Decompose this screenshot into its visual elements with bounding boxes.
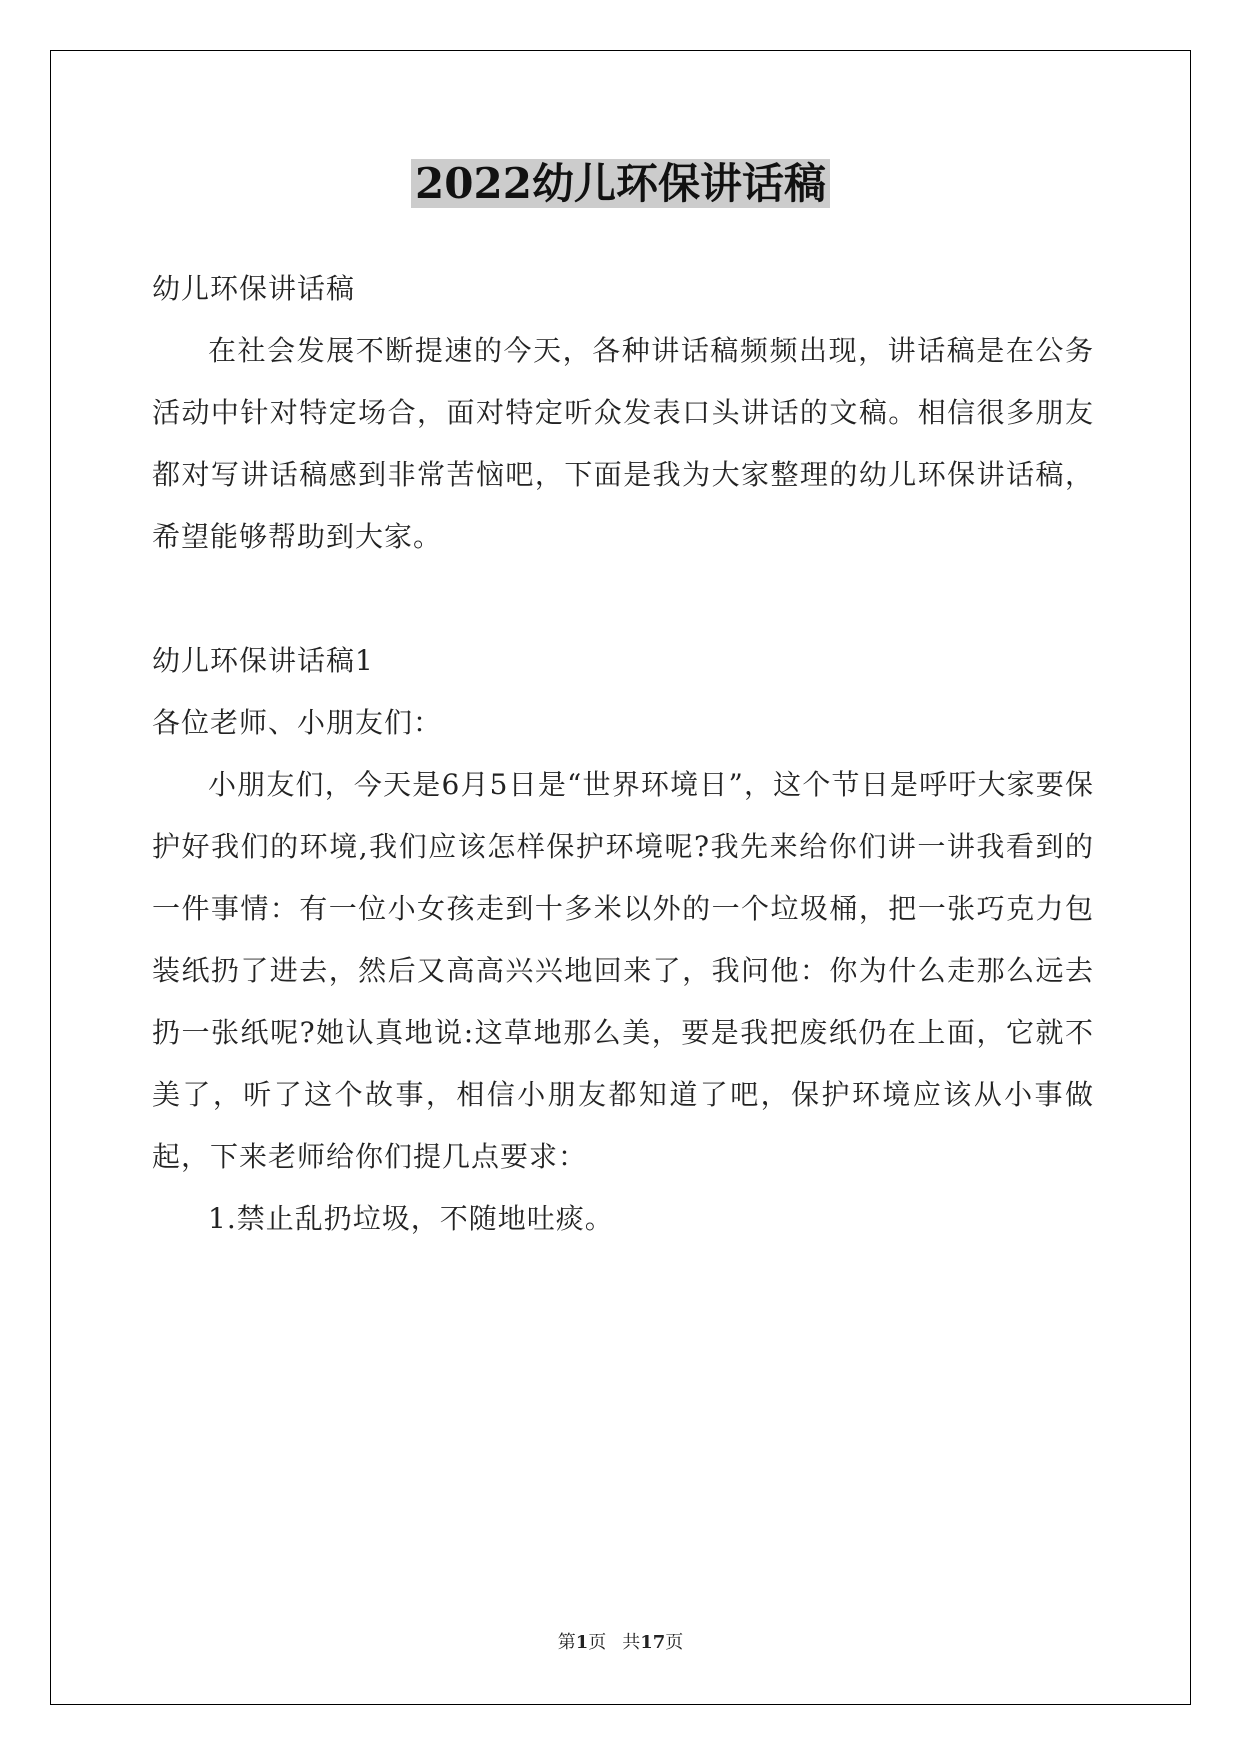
total-pages: 17 bbox=[640, 1632, 666, 1653]
total-prefix: 共 bbox=[622, 1632, 641, 1653]
total-suffix: 页 bbox=[665, 1632, 684, 1653]
title-text: 2022幼儿环保讲话稿 bbox=[411, 159, 830, 208]
body-paragraph: 小朋友们，今天是6月5日是“世界环境日”，这个节日是呼吁大家要保护好我们的环境,我们应该怎样保护环境呢?我先来给你们讲一讲我看到的一件事情：有一位小女孩走到十多米以外的一个垃圾桶，把一张巧克力包装纸扔了进去，然后又高高兴兴地回来了，我问他：你为什么走那么远去扔一张纸呢?她认真地说:这草地那么美，要是我把废纸仍在上面，它就不美了，听了这个故事，相信小朋友都知道了吧，保护环境应该从小事做起，下来老师给你们提几点要求： bbox=[152, 768, 1094, 1173]
page-number: 1 bbox=[575, 1632, 589, 1653]
intro-paragraph: 在社会发展不断提速的今天，各种讲话稿频频出现，讲话稿是在公务活动中针对特定场合，面对特定听众发表口头讲话的文稿。相信很多朋友都对写讲话稿感到非常苦恼吧，下面是我为大家整理的幼儿环保讲话稿，希望能够帮助到大家。 bbox=[152, 334, 1094, 553]
page-footer bbox=[0, 1628, 1241, 1654]
page-prefix: 第 bbox=[557, 1632, 576, 1653]
salutation-paragraph: 各位老师、小朋友们： bbox=[152, 706, 443, 739]
page-suffix: 页 bbox=[588, 1632, 607, 1653]
list-item: 1.禁止乱扔垃圾，不随地吐痰。 bbox=[208, 1202, 614, 1235]
document-body bbox=[152, 258, 1094, 1250]
section-heading: 幼儿环保讲话稿1 bbox=[152, 644, 374, 677]
document-title bbox=[0, 155, 1241, 213]
subtitle-paragraph: 幼儿环保讲话稿 bbox=[152, 272, 356, 305]
